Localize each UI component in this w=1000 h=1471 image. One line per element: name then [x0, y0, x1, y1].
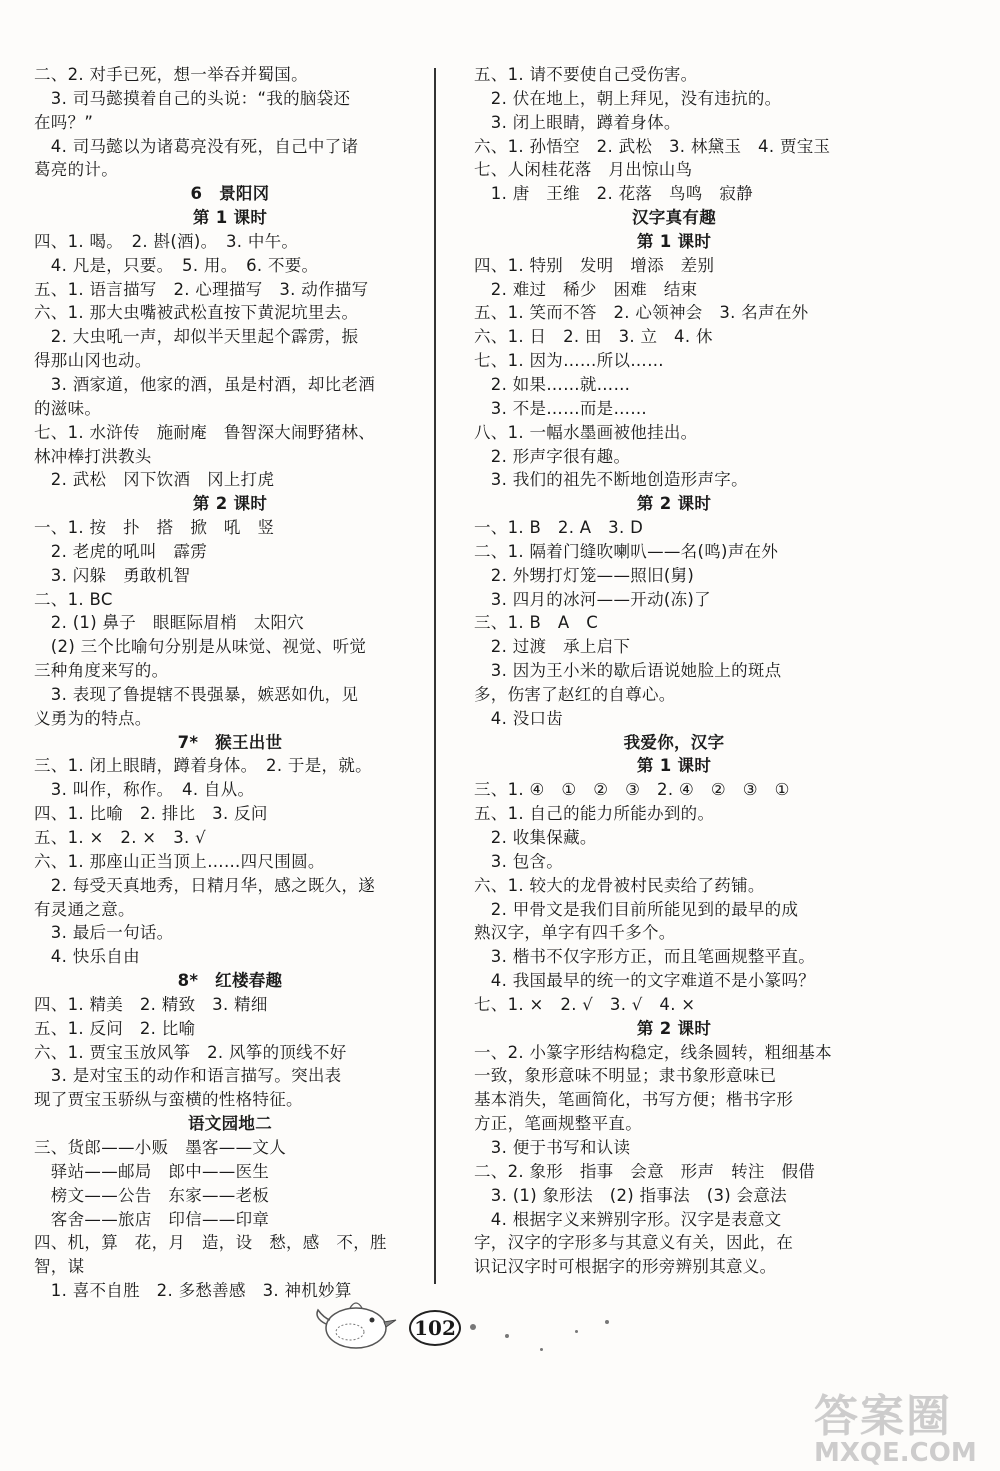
answer-line: 林冲棒打洪教头 [34, 446, 152, 466]
answer-line: 三、1. B A C [474, 613, 599, 633]
decor-dot [540, 1348, 543, 1351]
answer-line: 2. 大虫吼一声，却似半天里起个霹雳，振 [34, 327, 359, 347]
page-footer [0, 1290, 1000, 1360]
answer-line: 4. 根据字义来辨别字形。汉字是表意文 [474, 1209, 782, 1229]
answer-line: 五、1. 语言描写 2. 心理描写 3. 动作描写 [34, 279, 369, 299]
answer-line: 七、人闲桂花落 月出惊山鸟 [474, 160, 693, 180]
column-divider [434, 68, 436, 1284]
section-heading: 汉字真有趣 [632, 208, 716, 228]
right-column [474, 63, 874, 1279]
answer-line: 七、1. 因为……所以…… [474, 351, 664, 371]
answer-line: 客舍——旅店 印信——印章 [34, 1209, 270, 1229]
answer-line: 三、1. 闭上眼睛，蹲着身体。 2. 于是，就。 [34, 756, 372, 776]
answer-line: 七、1. 水浒传 施耐庵 鲁智深大闹野猪林、 [34, 422, 376, 442]
answer-line: 3. (1) 象形法 (2) 指事法 (3) 会意法 [474, 1185, 787, 1205]
answer-line: 义勇为的特点。 [34, 708, 152, 728]
answer-line: 3. 包含。 [474, 851, 564, 871]
answer-line: 3. 闪躲 勇敢机智 [34, 565, 191, 585]
answer-line: 2. 外甥打灯笼——照旧(舅) [474, 565, 695, 585]
answer-line: 2. 过渡 承上启下 [474, 637, 631, 657]
section-heading: 第 2 课时 [192, 494, 268, 514]
answer-line: 1. 喜不自胜 2. 多愁善感 3. 神机妙算 [34, 1281, 352, 1301]
answer-line: 2. 每受天真地秀，日精月华，感之既久，遂 [34, 875, 376, 895]
answer-line: 葛亮的计。 [34, 160, 118, 180]
answer-line: 得那山冈也动。 [34, 351, 152, 371]
answer-line: 四、1. 特别 发明 增添 差别 [474, 255, 715, 275]
section-heading: 第 2 课时 [636, 494, 712, 514]
decor-dot [575, 1330, 578, 1333]
answer-line: 3. 因为王小米的歇后语说她脸上的斑点 [474, 661, 782, 681]
answer-line: 4. 快乐自由 [34, 947, 140, 967]
answer-line: 3. 我们的祖先不断地创造形声字。 [474, 470, 748, 490]
section-heading: 第 1 课时 [192, 208, 268, 228]
answer-line: (2) 三个比喻句分别是从味觉、视觉、听觉 [34, 637, 367, 657]
answer-line: 4. 没口齿 [474, 708, 564, 728]
answer-line: 三种角度来写的。 [34, 661, 169, 681]
answer-line: 一、1. B 2. A 3. D [474, 518, 644, 538]
answer-line: 2. 武松 冈下饮酒 冈上打虎 [34, 470, 275, 490]
answer-line: 六、1. 孙悟空 2. 武松 3. 林黛玉 4. 贾宝玉 [474, 136, 831, 156]
answer-line: 3. 便于书写和认读 [474, 1137, 631, 1157]
answer-line: 3. 闭上眼睛，蹲着身体。 [474, 112, 681, 132]
bird-decoration-icon [310, 1290, 410, 1354]
answer-line: 4. 凡是，只要。 5. 用。 6. 不要。 [34, 255, 319, 275]
answer-line: 2. 甲骨文是我们目前所能见到的最早的成 [474, 899, 799, 919]
answer-line: 3. 司马懿摸着自己的头说：“我的脑袋还 [34, 88, 351, 108]
answer-line: 榜文——公告 东家——老板 [34, 1185, 270, 1205]
answer-line: 4. 我国最早的统一的文字难道不是小篆吗？ [474, 971, 816, 991]
section-heading: 第 1 课时 [636, 231, 712, 251]
answer-line: 一、2. 小篆字形结构稳定，线条圆转，粗细基本 [474, 1042, 832, 1062]
answer-line: 七、1. × 2. √ 3. √ 4. × [474, 994, 696, 1014]
answer-line: 字，汉字的字形多与其意义有关，因此，在 [474, 1233, 794, 1253]
answer-line: 一、1. 按 扑 搭 掀 吼 竖 [34, 518, 275, 538]
answer-line: 四、1. 比喻 2. 排比 3. 反问 [34, 804, 268, 824]
answer-line: 五、1. 请不要使自己受伤害。 [474, 65, 698, 84]
answer-line: 基本消失，笔画简化，书写方便；楷书字形 [474, 1090, 794, 1110]
answer-line: 有灵通之意。 [34, 899, 135, 919]
answer-line: 五、1. 笑而不答 2. 心领神会 3. 名声在外 [474, 303, 809, 323]
answer-line: 六、1. 那大虫嘴被武松直按下黄泥坑里去。 [34, 303, 359, 323]
section-heading: 8* 红楼春趣 [177, 971, 283, 991]
answer-line: 2. 老虎的吼叫 霹雳 [34, 541, 208, 561]
answer-line: 五、1. 反问 2. 比喻 [34, 1018, 196, 1038]
answer-line: 2. 收集保藏。 [474, 828, 597, 847]
decor-dot [470, 1324, 476, 1330]
answer-line: 3. 酒家道，他家的酒，虽是村酒，却比老酒 [34, 374, 376, 394]
answer-line: 四、机，算 花，月 造，设 愁，感 不，胜 [34, 1233, 387, 1253]
answer-line: 4. 司马懿以为诸葛亮没有死，自己中了诸 [34, 136, 359, 156]
answer-line: 识记汉字时可根据字的形旁辨别其意义。 [474, 1257, 777, 1277]
watermark-cn: 答案圈 [814, 1391, 952, 1442]
section-heading: 6 景阳冈 [190, 184, 270, 204]
answer-line: 六、1. 那座山正当顶上……四尺围圆。 [34, 851, 325, 871]
answer-line: 2. 难过 稀少 困难 结束 [474, 279, 698, 299]
answer-line: 的滋味。 [34, 398, 102, 418]
answer-line: 多，伤害了赵红的自尊心。 [474, 684, 676, 704]
section-heading: 7* 猴王出世 [177, 732, 283, 752]
section-heading: 我爱你，汉字 [623, 732, 725, 752]
answer-line: 一致，象形意味不明显；隶书象形意味已 [474, 1066, 777, 1086]
answer-line: 二、1. 隔着门缝吹喇叭——名(鸣)声在外 [474, 541, 779, 561]
answer-line: 二、2. 对手已死，想一举吞并蜀国。 [34, 65, 308, 84]
answer-line: 方正，笔画规整平直。 [474, 1114, 642, 1134]
section-heading: 第 1 课时 [636, 756, 712, 776]
answer-line: 六、1. 较大的龙骨被村民卖给了药铺。 [474, 875, 765, 895]
answer-line: 五、1. × 2. × 3. √ [34, 828, 206, 847]
answer-line: 现了贾宝玉骄纵与蛮横的性格特征。 [34, 1090, 303, 1110]
watermark-en: MXQE.COM [814, 1438, 977, 1468]
answer-line: 3. 四月的冰河——开动(冻)了 [474, 589, 711, 609]
answer-line: 熟汉字，单字有四千多个。 [474, 923, 676, 943]
watermark [800, 1380, 1000, 1471]
answer-line: 智，谋 [34, 1257, 85, 1277]
section-heading: 语文园地二 [188, 1114, 272, 1134]
answer-line: 二、2. 象形 指事 会意 形声 转注 假借 [474, 1161, 816, 1181]
answer-line: 三、1. ④ ① ② ③ 2. ④ ② ③ ① [474, 780, 790, 800]
answer-line: 3. 楷书不仅字形方正，而且笔画规整平直。 [474, 947, 816, 967]
left-column [34, 63, 426, 1303]
answer-line: 3. 最后一句话。 [34, 923, 174, 943]
answer-line: 2. 如果……就…… [474, 374, 631, 394]
answer-line: 六、1. 贾宝玉放风筝 2. 风筝的顶线不好 [34, 1042, 347, 1062]
answer-line: 六、1. 日 2. 田 3. 立 4. 休 [474, 327, 713, 347]
answer-line: 三、货郎——小贩 墨客——文人 [34, 1137, 286, 1157]
answer-line: 八、1. 一幅水墨画被他挂出。 [474, 422, 698, 442]
answer-line: 3. 叫作，称作。 4. 自从。 [34, 780, 255, 800]
section-heading: 第 2 课时 [636, 1018, 712, 1038]
answer-line: 3. 不是……而是…… [474, 398, 648, 418]
page-number: 102 [409, 1310, 461, 1346]
decor-dot [505, 1334, 509, 1338]
answer-line: 2. 伏在地上，朝上拜见，没有违抗的。 [474, 88, 782, 108]
decor-dot [605, 1320, 609, 1324]
answer-line: 五、1. 自己的能力所能办到的。 [474, 804, 715, 824]
answer-line: 3. 是对宝玉的动作和语言描写。突出表 [34, 1066, 342, 1086]
answer-line: 2. 形声字很有趣。 [474, 446, 631, 466]
answer-line: 四、1. 喝。 2. 斟(酒)。 3. 中午。 [34, 231, 299, 251]
answer-line: 3. 表现了鲁提辖不畏强暴，嫉恶如仇，见 [34, 684, 359, 704]
answer-line: 二、1. BC [34, 589, 113, 609]
answer-line: 四、1. 精美 2. 精致 3. 精细 [34, 994, 268, 1014]
answer-line: 驿站——邮局 郎中——医生 [34, 1161, 270, 1181]
answer-line: 1. 唐 王维 2. 花落 鸟鸣 寂静 [474, 184, 753, 204]
answer-line: 在吗？” [34, 112, 94, 132]
answer-line: 2. (1) 鼻子 眼眶际眉梢 太阳穴 [34, 613, 305, 633]
